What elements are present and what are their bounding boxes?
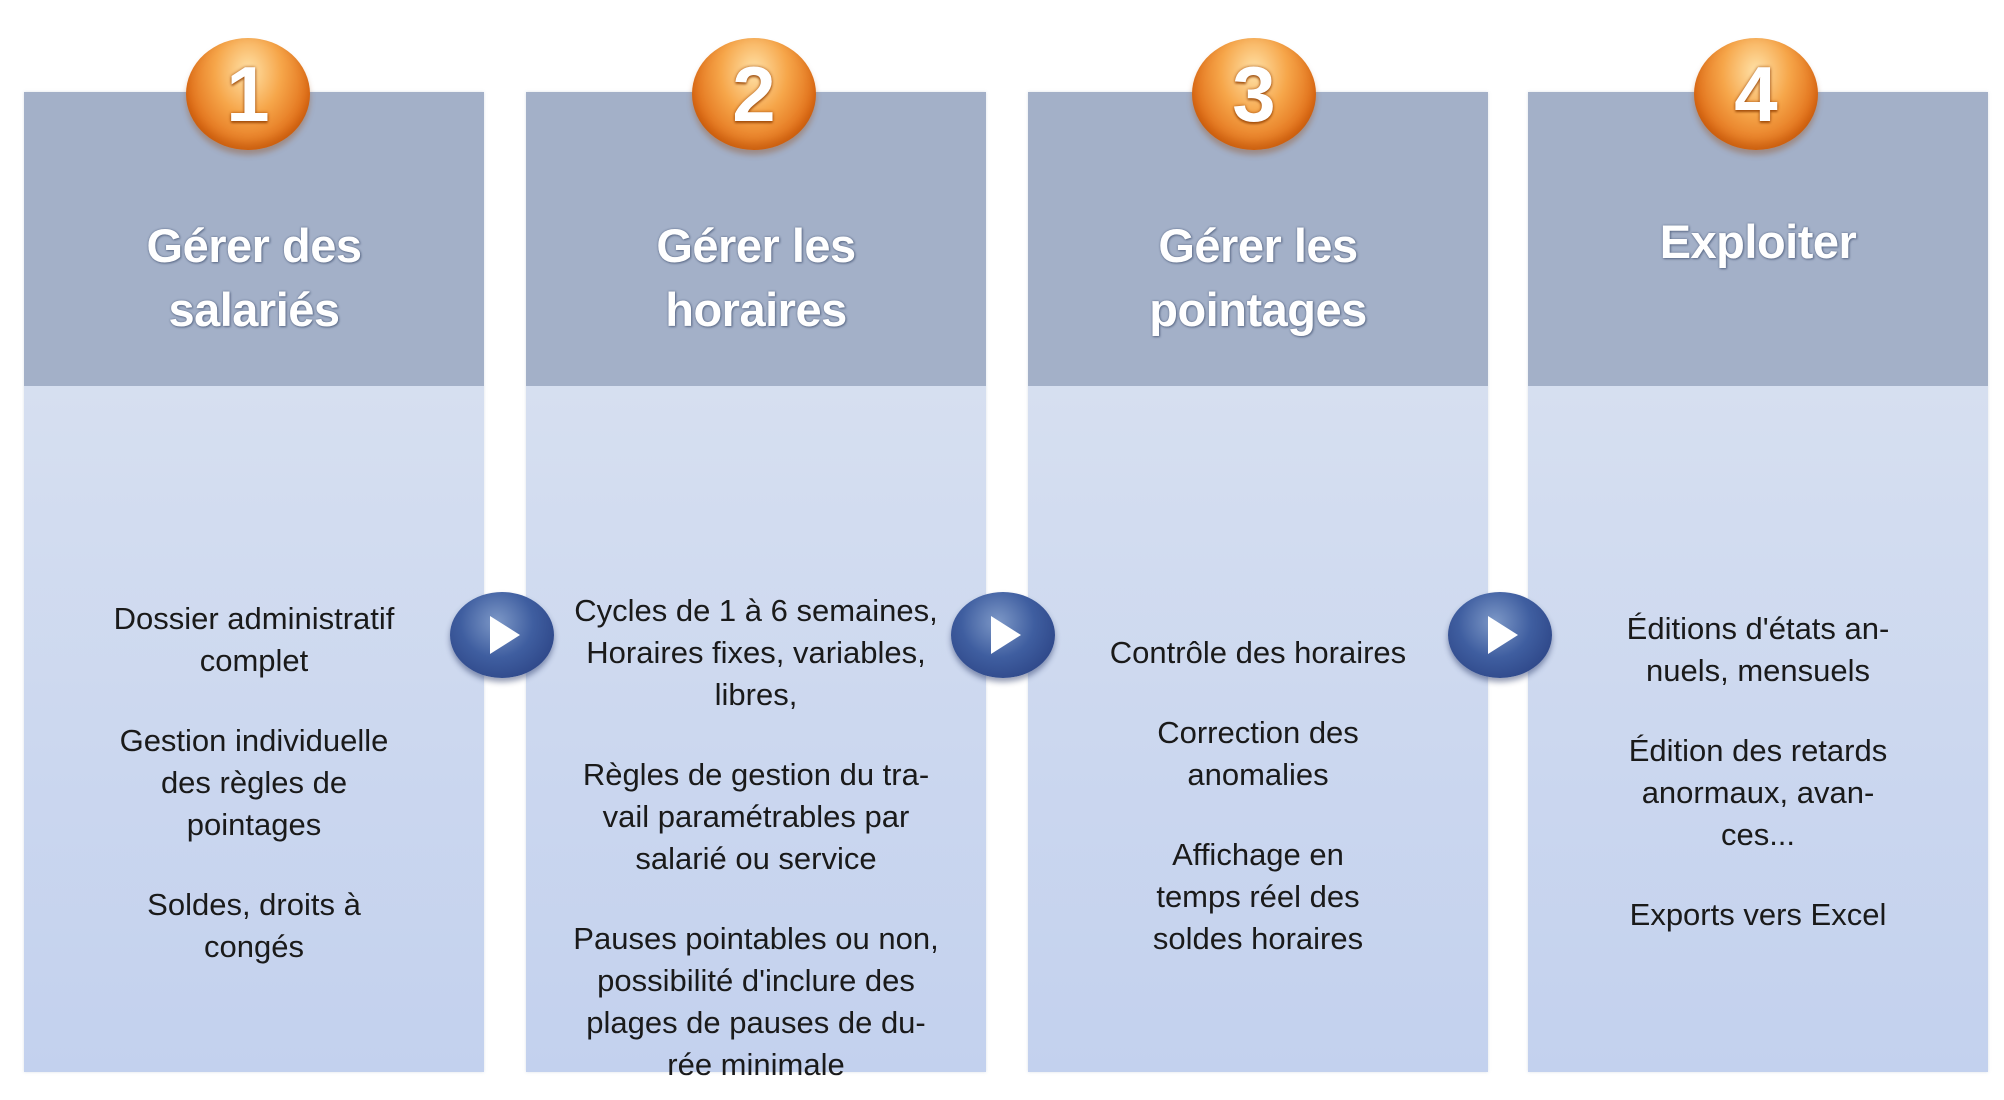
step-title-1: Gérer des salariés xyxy=(146,219,362,336)
step-3-item-2: Correction des anomalies xyxy=(1157,715,1359,792)
step-4-item-3: Exports vers Excel xyxy=(1629,897,1887,932)
step-badge-1-icon: 1 xyxy=(186,38,310,150)
play-triangle-icon xyxy=(450,592,554,678)
play-arrow-icon-1 xyxy=(450,592,554,678)
step-items-2 xyxy=(544,590,968,1086)
step-badge-2-icon: 2 xyxy=(692,38,816,150)
play-triangle-icon xyxy=(951,592,1055,678)
play-arrow-icon-2 xyxy=(951,592,1055,678)
step-body-3 xyxy=(1028,386,1488,1072)
step-4-item-1: Éditions d'états an- nuels, mensuels xyxy=(1626,611,1890,688)
step-title-3: Gérer les pointages xyxy=(1149,219,1367,336)
step-4-item-2: Édition des retards anormaux, avan- ces... xyxy=(1628,733,1888,852)
step-2-item-3: Pauses pointables ou non, possibilité d'inclure des plages de pauses de du- rée minimale xyxy=(573,921,939,1082)
play-arrow-icon-3 xyxy=(1448,592,1552,678)
step-column-1 xyxy=(24,92,484,1072)
step-column-4 xyxy=(1528,92,1988,1072)
step-title-4: Exploiter xyxy=(1659,215,1857,268)
play-triangle-icon xyxy=(1448,592,1552,678)
step-title-2: Gérer les horaires xyxy=(656,219,856,336)
step-column-3 xyxy=(1028,92,1488,1072)
step-body-1 xyxy=(24,386,484,1072)
step-3-item-3: Affichage en temps réel des soldes horaires xyxy=(1152,837,1364,956)
step-items-1 xyxy=(42,598,466,968)
step-body-4 xyxy=(1528,386,1988,1072)
step-items-4 xyxy=(1546,608,1970,936)
step-body-2 xyxy=(526,386,986,1082)
step-items-3 xyxy=(1046,632,1470,960)
step-1-item-1: Dossier administratif complet xyxy=(113,601,395,678)
step-3-item-1: Contrôle des horaires xyxy=(1109,635,1407,670)
step-badge-3-icon: 3 xyxy=(1192,38,1316,150)
step-column-2 xyxy=(526,92,986,1082)
step-2-item-2: Règles de gestion du tra- vail paramétrables par salarié ou service xyxy=(582,757,930,876)
step-badge-4-icon: 4 xyxy=(1694,38,1818,150)
step-2-item-1: Cycles de 1 à 6 semaines, Horaires fixes, variables, libres, xyxy=(574,593,938,712)
step-1-item-3: Soldes, droits à congés xyxy=(147,887,361,964)
step-1-item-2: Gestion individuelle des règles de pointages xyxy=(119,723,389,842)
